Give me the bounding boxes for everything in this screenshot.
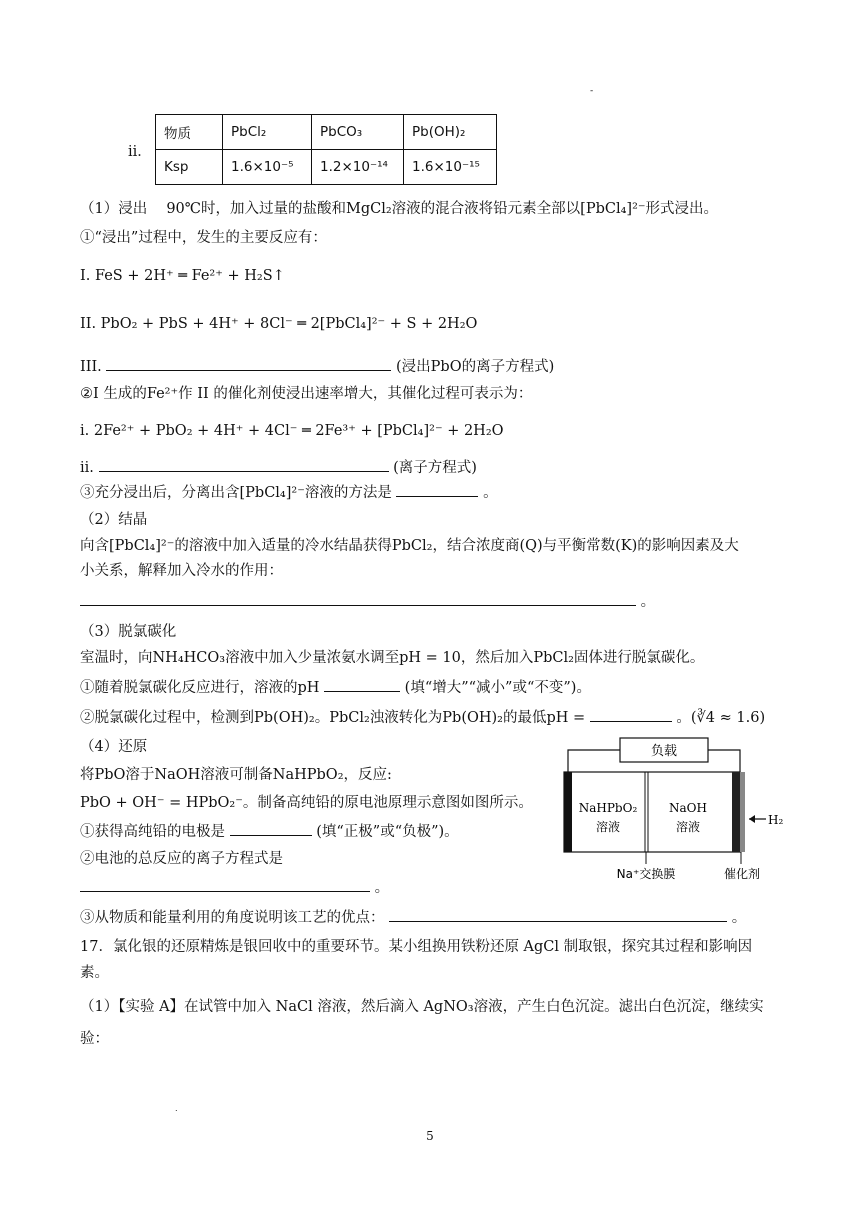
- table-cell: 1.6×10⁻⁵: [223, 150, 312, 185]
- q3-line2-prefix: ①随着脱氯碳化反应进行，溶液的pH: [80, 680, 320, 696]
- reaction-3-line: [80, 356, 554, 377]
- q17-line4: 验：: [80, 1031, 109, 1047]
- table-header-cell: 物质: [156, 115, 223, 150]
- reaction-1: I. FeS + 2H⁺ ═ Fe²⁺ + H₂S↑: [80, 268, 285, 284]
- q2-end: 。: [640, 594, 656, 610]
- right-solution-label: NaOH: [669, 801, 707, 815]
- load-label: 负载: [650, 744, 678, 759]
- q17-line2: 素。: [80, 965, 109, 981]
- left-solution-sub: 溶液: [595, 820, 621, 834]
- answer-blank[interactable]: [80, 877, 370, 892]
- q4-line5-suffix: 。: [374, 880, 390, 896]
- table-row: [156, 115, 497, 150]
- q4-line2: PbO + OH⁻ = HPbO₂⁻。制备高纯铅的原电池原理示意图如图所示。: [80, 795, 533, 811]
- reaction-3-suffix: (浸出PbO的离子方程式): [396, 359, 555, 375]
- ksp-table: [155, 114, 497, 185]
- right-solution-sub: 溶液: [675, 820, 701, 834]
- reaction-3-prefix: III.: [80, 359, 102, 375]
- answer-blank[interactable]: [106, 356, 391, 371]
- q4-line6: [80, 907, 746, 928]
- q1-sub2: ②I 生成的Fe²⁺作 II 的催化剂使浸出速率增大，其催化过程可表示为：: [80, 386, 533, 402]
- answer-blank[interactable]: [389, 907, 727, 922]
- q4-line6-suffix: 。: [731, 910, 747, 926]
- q4-line1: 将PbO溶于NaOH溶液可制备NaHPbO₂，反应:: [80, 767, 392, 783]
- q2-line2: 小关系，解释加入冷水的作用：: [80, 563, 283, 579]
- q3-line1: 室温时，向NH₄HCO₃溶液中加入少量浓氨水调至pH = 10，然后加入PbCl₂固体进行脱氯碳化。: [80, 650, 705, 666]
- q2-answer-line: [80, 591, 655, 612]
- q1-sub1: ①“浸出”过程中，发生的主要反应有：: [80, 230, 327, 246]
- q3-line2: [80, 677, 591, 698]
- table-header-cell: Pb(OH)₂: [404, 115, 497, 150]
- h2-label: H₂: [768, 813, 784, 827]
- right-electrode: [732, 772, 740, 852]
- q3-title: （3）脱氯碳化: [80, 624, 177, 640]
- q1-sub3-suffix: 。: [483, 485, 498, 501]
- catalyst-layer: [740, 772, 745, 852]
- q3-line3-suffix: 。(∛4 ≈ 1.6): [676, 710, 766, 726]
- q4-line3: [80, 821, 459, 842]
- catalyst-label: 催化剂: [723, 867, 761, 881]
- reaction-2: II. PbO₂ + PbS + 4H⁺ + 8Cl⁻ ═ 2[PbCl₄]²⁻ + S + 2H₂O: [80, 316, 478, 332]
- membrane-label: Na⁺交换膜: [616, 867, 676, 881]
- answer-blank[interactable]: [590, 707, 672, 722]
- table-cell: 1.2×10⁻¹⁴: [312, 150, 404, 185]
- q4-line5: [80, 877, 389, 898]
- q1-sub3-prefix: ③充分浸出后，分离出含[PbCl₄]²⁻溶液的方法是: [80, 485, 392, 501]
- left-solution-label: NaHPbO₂: [578, 801, 638, 815]
- answer-blank[interactable]: [80, 591, 636, 606]
- catalysis-2-suffix: (离子方程式): [393, 460, 477, 476]
- q1-sub3-line: [80, 482, 498, 503]
- catalysis-1: i. 2Fe²⁺ + PbO₂ + 4H⁺ + 4Cl⁻ ═ 2Fe³⁺ + [PbCl₄]²⁻ + 2H₂O: [80, 423, 504, 439]
- q1-intro: （1）浸出 90℃时，加入过量的盐酸和MgCl₂溶液的混合液将铅元素全部以[PbCl₄]²⁻形式浸出。: [80, 201, 719, 217]
- q2-title: （2）结晶: [80, 512, 148, 528]
- q17-line3: （1）【实验 A】在试管中加入 NaCl 溶液，然后滴入 AgNO₃溶液，产生白色沉淀。滤出白色沉淀，继续实: [80, 999, 764, 1015]
- table-row: [156, 150, 497, 185]
- q17-line1: 17．氯化银的还原精炼是银回收中的重要环节。某小组换用铁粉还原 AgCl 制取银，探究其过程和影响因: [80, 939, 753, 955]
- q2-line1: 向含[PbCl₄]²⁻的溶液中加入适量的冷水结晶获得PbCl₂，结合浓度商(Q)与平衡常数(K)的影响因素及大: [80, 538, 739, 554]
- q4-title: （4）还原: [80, 739, 148, 755]
- stray-mark: .: [175, 1104, 178, 1113]
- table-header-cell: PbCO₃: [312, 115, 404, 150]
- table-header-cell: PbCl₂: [223, 115, 312, 150]
- q4-line3-suffix: (填“正极”或“负极”)。: [316, 824, 459, 840]
- q4-line6-prefix: ③从物质和能量利用的角度说明该工艺的优点：: [80, 910, 385, 926]
- answer-blank[interactable]: [396, 482, 478, 497]
- answer-blank[interactable]: [230, 821, 312, 836]
- stray-mark: -: [590, 86, 594, 96]
- q4-line3-prefix: ①获得高纯铅的电极是: [80, 824, 225, 840]
- table-roman-label: ii．: [128, 144, 152, 160]
- battery-diagram: [560, 736, 792, 884]
- table-cell: Ksp: [156, 150, 223, 185]
- q3-line3: [80, 707, 765, 728]
- answer-blank[interactable]: [99, 457, 389, 472]
- catalysis-2-prefix: ii.: [80, 460, 94, 476]
- catalysis-2-line: [80, 457, 477, 478]
- q3-line3-prefix: ②脱氯碳化过程中，检测到Pb(OH)₂。PbCl₂浊液转化为Pb(OH)₂的最低pH =: [80, 710, 586, 726]
- table-cell: 1.6×10⁻¹⁵: [404, 150, 497, 185]
- answer-blank[interactable]: [324, 677, 400, 692]
- q4-line4: ②电池的总反应的离子方程式是: [80, 851, 283, 867]
- q3-line2-suffix: (填“增大”“减小”或“不变”)。: [404, 680, 591, 696]
- left-electrode: [564, 772, 572, 852]
- page-number: 5: [426, 1129, 434, 1143]
